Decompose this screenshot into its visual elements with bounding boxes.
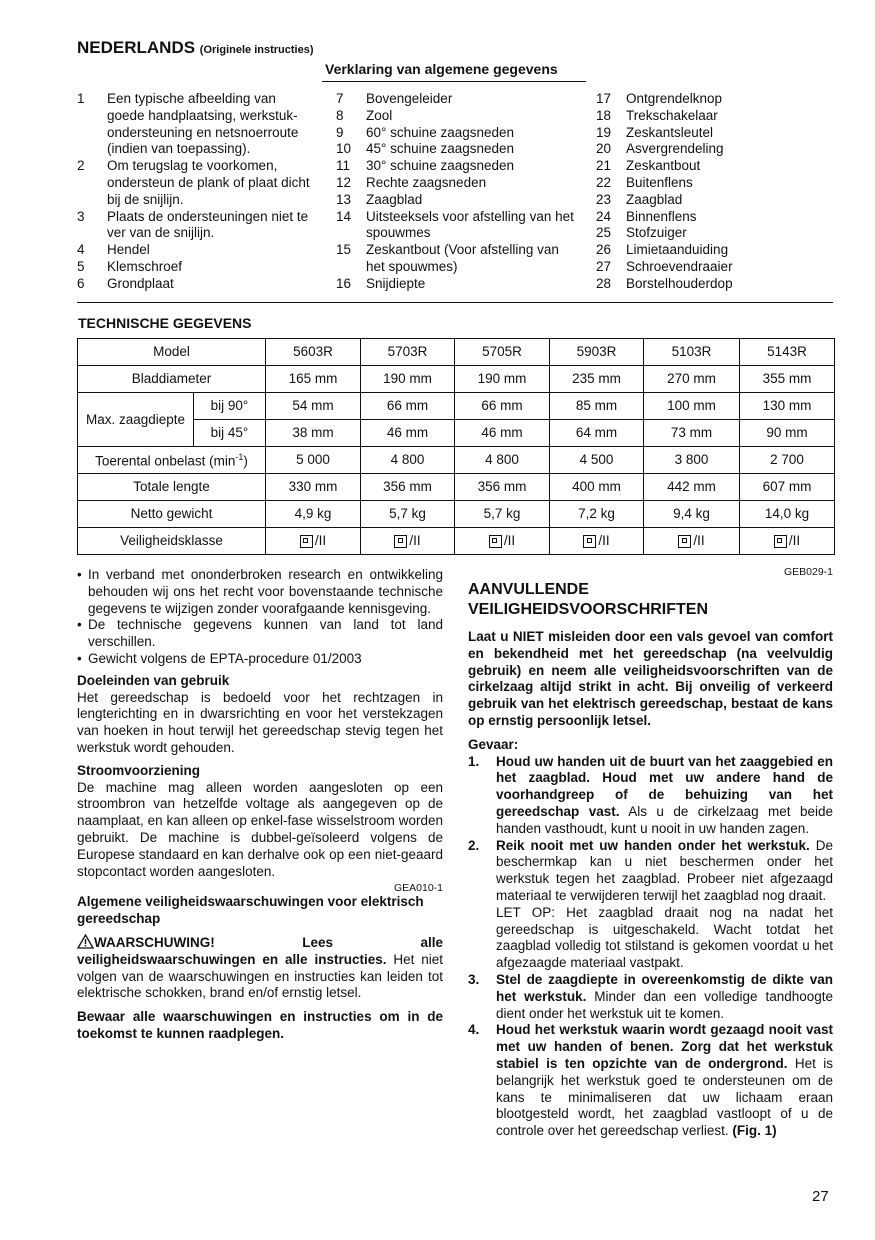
spec-table <box>77 338 835 555</box>
spec-label-model: Model <box>78 339 266 366</box>
danger-label: Gevaar: <box>468 736 519 752</box>
speed-label-text: Toerental onbelast (min <box>95 453 236 469</box>
double-insulation-icon <box>394 535 407 548</box>
spec-cell: 3 800 <box>644 447 740 474</box>
spec-cell-class <box>550 528 644 555</box>
legend-item <box>596 242 834 259</box>
legend-item <box>596 276 834 293</box>
legend-number: 19 <box>596 124 612 140</box>
legend-item <box>596 225 834 242</box>
spec-label-depth: Max. zaagdiepte <box>78 393 194 447</box>
spec-row-speed <box>78 447 835 474</box>
spec-cell: 190 mm <box>455 366 550 393</box>
legend-number: 3 <box>77 208 85 224</box>
legend-text: 60° schuine zaagsneden <box>366 124 515 140</box>
spec-cell: 356 mm <box>455 474 550 501</box>
legend-number: 16 <box>336 275 352 291</box>
item-number: 2. <box>468 837 480 853</box>
legend-item <box>336 141 576 158</box>
legend-number: 27 <box>596 258 612 274</box>
spec-cell: 4 800 <box>361 447 455 474</box>
spec-label-blade: Bladdiameter <box>78 366 266 393</box>
spec-cell: 355 mm <box>740 366 835 393</box>
spec-cell: 5 000 <box>266 447 361 474</box>
legend-item <box>336 125 576 142</box>
spec-cell: 270 mm <box>644 366 740 393</box>
spec-cell: 4,9 kg <box>266 501 361 528</box>
item-body <box>496 972 833 1022</box>
legend-item <box>77 209 317 243</box>
double-insulation-icon <box>678 535 691 548</box>
spec-cell: 85 mm <box>550 393 644 420</box>
warning-bold-text: WAARSCHUWING! Lees alle veiligheidswaarschuwingen en alle instructies. <box>77 934 443 967</box>
spec-cell: 9,4 kg <box>644 501 740 528</box>
class-text: /II <box>598 532 610 548</box>
legend-item <box>336 175 576 192</box>
tech-specs-heading: TECHNISCHE GEGEVENS <box>78 315 252 331</box>
class-text: /II <box>788 532 801 548</box>
spec-cell: 90 mm <box>740 420 835 447</box>
spec-cell: 5143R <box>740 339 835 366</box>
legend-number: 25 <box>596 225 612 241</box>
spec-cell: 46 mm <box>361 420 455 447</box>
double-insulation-icon <box>489 535 502 548</box>
spec-cell: 64 mm <box>550 420 644 447</box>
danger-item <box>468 972 833 1022</box>
legend-item <box>336 108 576 125</box>
code-gea: GEA010-1 <box>393 882 443 895</box>
spec-cell: 4 800 <box>455 447 550 474</box>
legend-item <box>336 91 576 108</box>
item-text: De beschermkap kan u niet beschermen onder het werkstuk tegen het zaagblad. Probeer niet afgezaagd materiaal te verwijderen terwijl het zaagblad nog draait. <box>496 837 834 903</box>
page-language-title <box>77 38 314 60</box>
spec-cell: 5903R <box>550 339 644 366</box>
item-number: 3. <box>468 971 480 987</box>
item-body <box>496 838 833 972</box>
legend-number: 5 <box>77 258 85 274</box>
legend-number: 22 <box>596 174 612 190</box>
warning-triangle-icon <box>77 934 94 949</box>
legend-text: Uitsteeksels voor afstelling van het spouwmes <box>366 208 574 241</box>
class-text: /II <box>693 532 705 548</box>
legend-number: 15 <box>336 242 352 258</box>
safety-intro: Laat u NIET misleiden door een vals gevoel van comfort en bekendheid met het gereedschap (na veelvuldig gebruik) en neem alle veiligheidsvoorschriften van de cirkelzaag altijd strikt in acht. Bij onveilig of verkeerd gebruik van het elektrisch gereedschap, bestaat de kans op ernstig persoonlijk letsel. <box>468 629 833 728</box>
spec-row-length <box>78 474 835 501</box>
legend-text: Een typische afbeelding van goede handplaatsing, werkstuk-ondersteuning en netsnoerroute (indien van toepassing). <box>107 91 299 157</box>
spec-cell: 5103R <box>644 339 740 366</box>
legend-text: Zaagblad <box>626 191 683 207</box>
left-column <box>77 567 443 1043</box>
keep-instructions-text: Bewaar alle waarschuwingen en instructies om in de toekomst te kunnen raadplegen. <box>77 1009 443 1041</box>
spec-cell: 14,0 kg <box>740 501 835 528</box>
spec-label-weight: Netto gewicht <box>78 501 266 528</box>
class-text: /II <box>503 532 516 548</box>
legend-number: 4 <box>77 242 85 258</box>
legend-text: Snijdiepte <box>366 275 426 291</box>
legend-item <box>596 125 834 142</box>
legend-text: Om terugslag te voorkomen, ondersteun de plank of plaat dicht bij de snijlijn. <box>107 158 310 207</box>
legend-column-2 <box>336 91 576 293</box>
purpose-text: Het gereedschap is bedoeld voor het rechtzagen in lengterichting en in dwarsrichting en voor het verstekzagen van hoeken in hout terwijl het gereedschap stevig tegen het werkstuk wordt gehouden. <box>77 689 443 755</box>
legend-text: Grondplaat <box>107 275 174 291</box>
legend-text: Asvergrendeling <box>626 141 724 157</box>
spec-cell: 2 700 <box>740 447 835 474</box>
item-body <box>496 1022 833 1140</box>
legend-number: 26 <box>596 242 612 258</box>
legend-item <box>596 158 834 175</box>
legend-text: Borstelhouderdop <box>626 275 733 291</box>
item-number: 1. <box>468 753 480 769</box>
legend-text: Rechte zaagsneden <box>366 174 487 190</box>
purpose-heading: Doeleinden van gebruik <box>77 672 230 688</box>
spec-cell: 5603R <box>266 339 361 366</box>
item-bold: Houd het werkstuk waarin wordt gezaagd nooit vast met uw handen of benen. Zorg dat het werkstuk stabiel is ten opzichte van de ondergrond. <box>496 1022 833 1071</box>
spec-cell: 165 mm <box>266 366 361 393</box>
spec-cell: 38 mm <box>266 420 361 447</box>
spec-note: • Gewicht volgens de EPTA-procedure 01/2003 <box>77 651 443 668</box>
legend-number: 1 <box>77 91 85 106</box>
legend-number: 14 <box>336 208 352 224</box>
legend-number: 12 <box>336 174 352 190</box>
spec-cell: 54 mm <box>266 393 361 420</box>
legend-item <box>596 259 834 276</box>
legend-text: Klemschroef <box>107 258 183 274</box>
legend-text: Plaats de ondersteuningen niet te ver van de snijlijn. <box>107 208 309 241</box>
legend-text: Binnenflens <box>626 208 697 224</box>
spec-cell-class <box>740 528 835 555</box>
legend-number: 23 <box>596 191 612 207</box>
additional-safety-heading: AANVULLENDE VEILIGHEIDSVOORSCHRIFTEN <box>468 581 709 618</box>
legend-column-1 <box>77 91 317 293</box>
speed-label-close: ) <box>243 453 248 469</box>
spec-row-class <box>78 528 835 555</box>
power-heading: Stroomvoorziening <box>77 762 201 778</box>
item-note: LET OP: Het zaagblad draait nog na nadat het gereedschap is uitgeschakeld. Wacht totdat het zaagblad volledig tot stilstand is gekomen voordat u het afgezaagde materiaal vastpakt. <box>496 904 833 971</box>
code-geb: GEB029-1 <box>783 566 833 578</box>
item-number: 4. <box>468 1022 480 1038</box>
class-text: /II <box>314 532 327 548</box>
legend-number: 10 <box>336 141 352 157</box>
spec-notes <box>77 567 443 668</box>
legend-heading: Verklaring van algemene gegevens <box>325 61 558 77</box>
legend-number: 21 <box>596 158 612 174</box>
legend-number: 18 <box>596 107 612 123</box>
legend-number: 24 <box>596 208 612 224</box>
item-bold: Houd uw handen uit de buurt van het zaaggebied en het zaagblad. Houd met uw andere hand de voorhandgreep of de behuizing van het gereedschap vast. <box>496 753 833 819</box>
legend-number: 11 <box>336 158 351 174</box>
spec-cell: 100 mm <box>644 393 740 420</box>
page-number: 27 <box>812 1188 829 1205</box>
spec-cell: 190 mm <box>361 366 455 393</box>
spec-cell: 4 500 <box>550 447 644 474</box>
spec-cell: 130 mm <box>740 393 835 420</box>
legend-text: Zeskantbout (Voor afstelling van het spouwmes) <box>366 242 559 274</box>
legend-number: 2 <box>77 158 85 174</box>
spec-note: • De technische gegevens kunnen van land tot land verschillen. <box>77 617 443 651</box>
legend-item <box>77 276 317 293</box>
legend-text: Zaagblad <box>366 191 423 207</box>
danger-item <box>468 838 833 972</box>
legend-item <box>77 91 317 158</box>
legend-item <box>596 91 834 108</box>
legend-item <box>336 242 576 276</box>
spec-cell: 66 mm <box>361 393 455 420</box>
legend-text: Schroevendraaier <box>626 258 733 274</box>
section-divider <box>77 302 833 303</box>
legend-item <box>596 192 834 209</box>
spec-label-at90: bij 90° <box>194 393 266 420</box>
item-text: Als u de cirkelzaag met beide handen vasthoudt, kunt u nooit in uw handen zagen. <box>496 803 833 836</box>
legend-item <box>336 209 576 243</box>
legend-text: Zeskantbout <box>626 158 701 174</box>
spec-cell-class <box>361 528 455 555</box>
spec-note: • In verband met ononderbroken research en ontwikkeling behouden wij ons het recht voor bovenstaande technische gegevens te wijzigen zonder voorafgaande kennisgeving. <box>77 567 443 617</box>
danger-list <box>468 754 833 1140</box>
spec-label-speed <box>78 447 266 474</box>
legend-item <box>336 276 576 293</box>
legend-number: 28 <box>596 275 612 291</box>
legend-text: Trekschakelaar <box>626 107 718 123</box>
legend-item <box>336 158 576 175</box>
spec-cell: 7,2 kg <box>550 501 644 528</box>
legend-item <box>77 242 317 259</box>
legend-text: Bovengeleider <box>366 91 453 106</box>
legend-number: 13 <box>336 191 352 207</box>
double-insulation-icon <box>583 535 596 548</box>
spec-cell: 66 mm <box>455 393 550 420</box>
spec-row-depth-90 <box>78 393 835 420</box>
spec-cell: 235 mm <box>550 366 644 393</box>
spec-label-length: Totale lengte <box>78 474 266 501</box>
legend-heading-underline <box>322 81 586 82</box>
spec-cell: 356 mm <box>361 474 455 501</box>
spec-row-weight <box>78 501 835 528</box>
spec-cell: 5703R <box>361 339 455 366</box>
spec-cell: 330 mm <box>266 474 361 501</box>
spec-cell: 5705R <box>455 339 550 366</box>
danger-item <box>468 754 833 838</box>
spec-row-blade <box>78 366 835 393</box>
double-insulation-icon <box>774 535 787 548</box>
item-bold: Reik nooit met uw handen onder het werkstuk. <box>496 837 810 853</box>
spec-cell-class <box>644 528 740 555</box>
item-text: Minder dan een volledige tandhoogte dient onder het werkstuk uit te komen. <box>496 988 834 1021</box>
legend-text: Ontgrendelknop <box>626 91 723 106</box>
legend-item <box>596 209 834 226</box>
spec-label-class: Veiligheidsklasse <box>78 528 266 555</box>
legend-item <box>596 141 834 158</box>
spec-cell: 442 mm <box>644 474 740 501</box>
legend-number: 20 <box>596 141 612 157</box>
legend-number: 8 <box>336 107 344 123</box>
speed-label-sup: -1 <box>235 452 244 463</box>
general-safety-heading: Algemene veiligheidswaarschuwingen voor elektrisch gereedschap <box>77 894 424 927</box>
legend-text: 45° schuine zaagsneden <box>366 141 515 157</box>
danger-item <box>468 1022 833 1140</box>
legend-number: 7 <box>336 91 344 106</box>
legend-item <box>596 108 834 125</box>
legend-item <box>77 158 317 208</box>
spec-cell: 5,7 kg <box>361 501 455 528</box>
figure-reference: (Fig. 1) <box>732 1123 777 1139</box>
warning-paragraph <box>77 934 443 1002</box>
spec-label-at45: bij 45° <box>194 420 266 447</box>
legend-text: Stofzuiger <box>626 225 687 241</box>
class-text: /II <box>409 532 421 548</box>
legend-item <box>336 192 576 209</box>
spec-cell: 5,7 kg <box>455 501 550 528</box>
legend-item <box>77 259 317 276</box>
spec-cell-class <box>455 528 550 555</box>
legend-number: 17 <box>596 91 612 106</box>
spec-cell: 400 mm <box>550 474 644 501</box>
spec-cell: 607 mm <box>740 474 835 501</box>
language-subtitle: (Originele instructies) <box>199 44 314 56</box>
spec-cell: 73 mm <box>644 420 740 447</box>
spec-row-model <box>78 339 835 366</box>
legend-text: Zool <box>366 107 393 123</box>
spec-cell: 46 mm <box>455 420 550 447</box>
spec-cell-class <box>266 528 361 555</box>
right-column <box>468 580 833 1140</box>
legend-number: 9 <box>336 124 344 140</box>
legend-text: Zeskantsleutel <box>626 124 714 140</box>
item-body <box>496 754 833 838</box>
legend-text: 30° schuine zaagsneden <box>366 158 515 174</box>
power-text: De machine mag alleen worden aangesloten op een stroombron van hetzelfde voltage als aangegeven op de naamplaat, en kan alleen op enkel-fase wisselstroom worden gebruikt. De machine is dubbel-geïsoleerd volgens de Europese standaard en kan derhalve ook op een niet-geaard stopcontact worden aangesloten. <box>77 779 443 879</box>
legend-text: Limietaanduiding <box>626 242 729 258</box>
language-label: NEDERLANDS <box>77 38 196 57</box>
legend-text: Hendel <box>107 242 150 258</box>
item-text: Het is belangrijk het werkstuk goed te ondersteunen om de kans te minimaliseren dat uw lichaam eraan blootgesteld wordt, het zaagblad vastloopt of u de controle over het gereedschap verliest. <box>496 1055 833 1139</box>
warning-text: Het niet volgen van de waarschuwingen en instructies kan leiden tot elektrische schokken, brand en/of ernstig letsel. <box>77 951 443 1001</box>
legend-item <box>596 175 834 192</box>
legend-column-3 <box>596 91 834 293</box>
item-bold: Stel de zaagdiepte in overeenkomstig de dikte van het werkstuk. <box>496 971 833 1004</box>
double-insulation-icon <box>300 535 313 548</box>
legend-number: 6 <box>77 275 85 291</box>
legend-text: Buitenflens <box>626 174 693 190</box>
